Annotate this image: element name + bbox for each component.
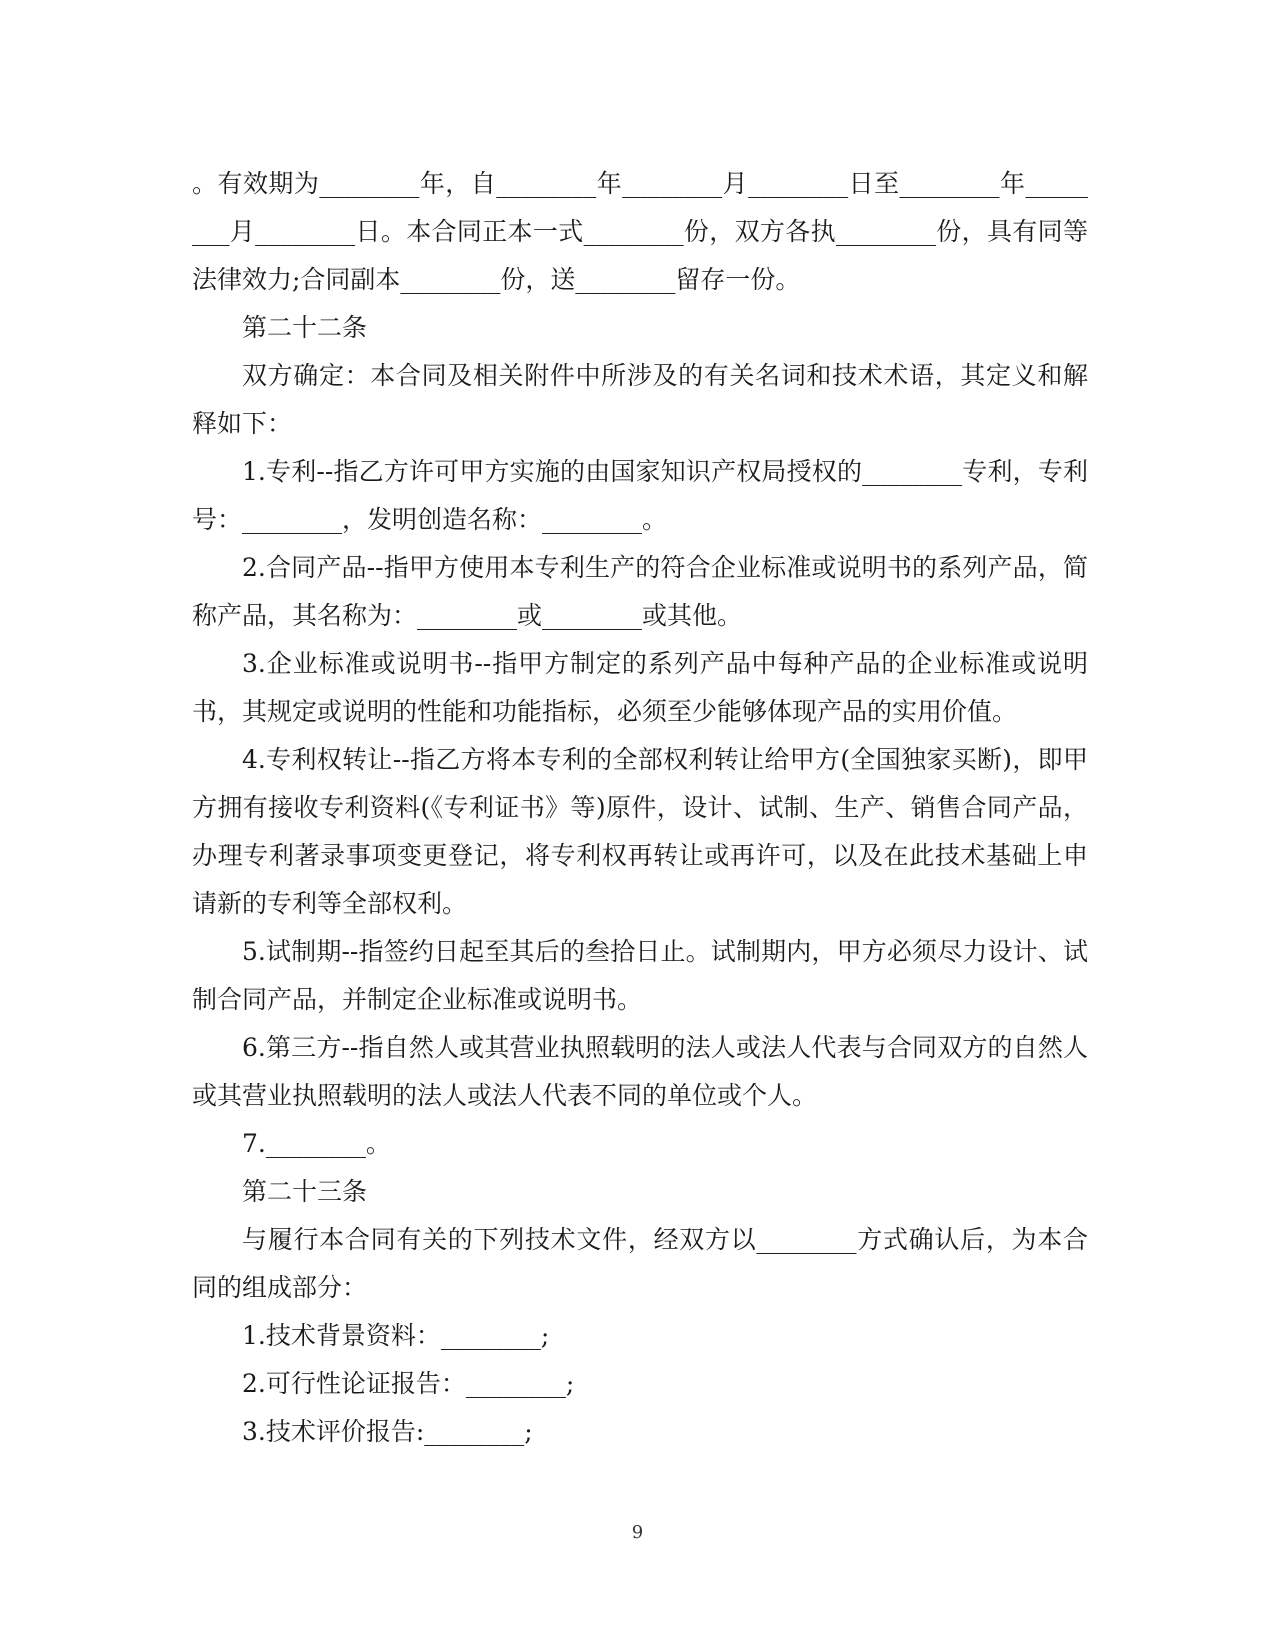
- definition-patent-transfer: 4.专利权转让--指乙方将本专利的全部权利转让给甲方(全国独家买断)，即甲方拥有接收专利资料(《专利证书》等)原件，设计、试制、生产、销售合同产品，办理专利著录事项变更登记，将专利权再转让或再许可，以及在此技术基础上申请新的专利等全部权利。: [192, 745, 1088, 918]
- article-22-heading: 第二十二条: [242, 313, 368, 342]
- technical-document-feasibility: 2.可行性论证报告：________;: [242, 1369, 575, 1398]
- definition-contract-product: 2.合同产品--指甲方使用本专利生产的符合企业标准或说明书的系列产品，简称产品，其名称为：________或________或其他。: [192, 553, 1088, 630]
- page-number: 9: [631, 1522, 644, 1543]
- technical-document-background: 1.技术背景资料：________;: [242, 1321, 550, 1350]
- definition-trial-period: 5.试制期--指签约日起至其后的叁拾日止。试制期内，甲方必须尽力设计、试制合同产品，并制定企业标准或说明书。: [192, 937, 1088, 1014]
- paragraph-validity-term: 。有效期为________年，自________年________月________日至________年________月________日。本合同正本一式________份，双方各执________份，具有同等法律效力;合同副本________份，送________留存一份。: [192, 169, 1088, 294]
- document-body: [192, 160, 1088, 1456]
- definition-patent: 1.专利--指乙方许可甲方实施的由国家知识产权局授权的________专利，专利号：________，发明创造名称：________。: [192, 457, 1088, 534]
- paragraph-definitions-intro: 双方确定：本合同及相关附件中所涉及的有关名词和技术术语，其定义和解释如下：: [192, 361, 1088, 438]
- paragraph-technical-documents-intro: 与履行本合同有关的下列技术文件，经双方以________方式确认后，为本合同的组成部分：: [192, 1225, 1088, 1302]
- definition-third-party: 6.第三方--指自然人或其营业执照载明的法人或法人代表与合同双方的自然人或其营业执照载明的法人或法人代表不同的单位或个人。: [192, 1033, 1088, 1110]
- technical-document-evaluation: 3.技术评价报告:________;: [242, 1417, 533, 1446]
- article-23-heading: 第二十三条: [242, 1177, 368, 1206]
- definition-blank-7: 7.________。: [242, 1129, 391, 1158]
- definition-enterprise-standard: 3.企业标准或说明书--指甲方制定的系列产品中每种产品的企业标准或说明书，其规定或说明的性能和功能指标，必须至少能够体现产品的实用价值。: [192, 649, 1088, 726]
